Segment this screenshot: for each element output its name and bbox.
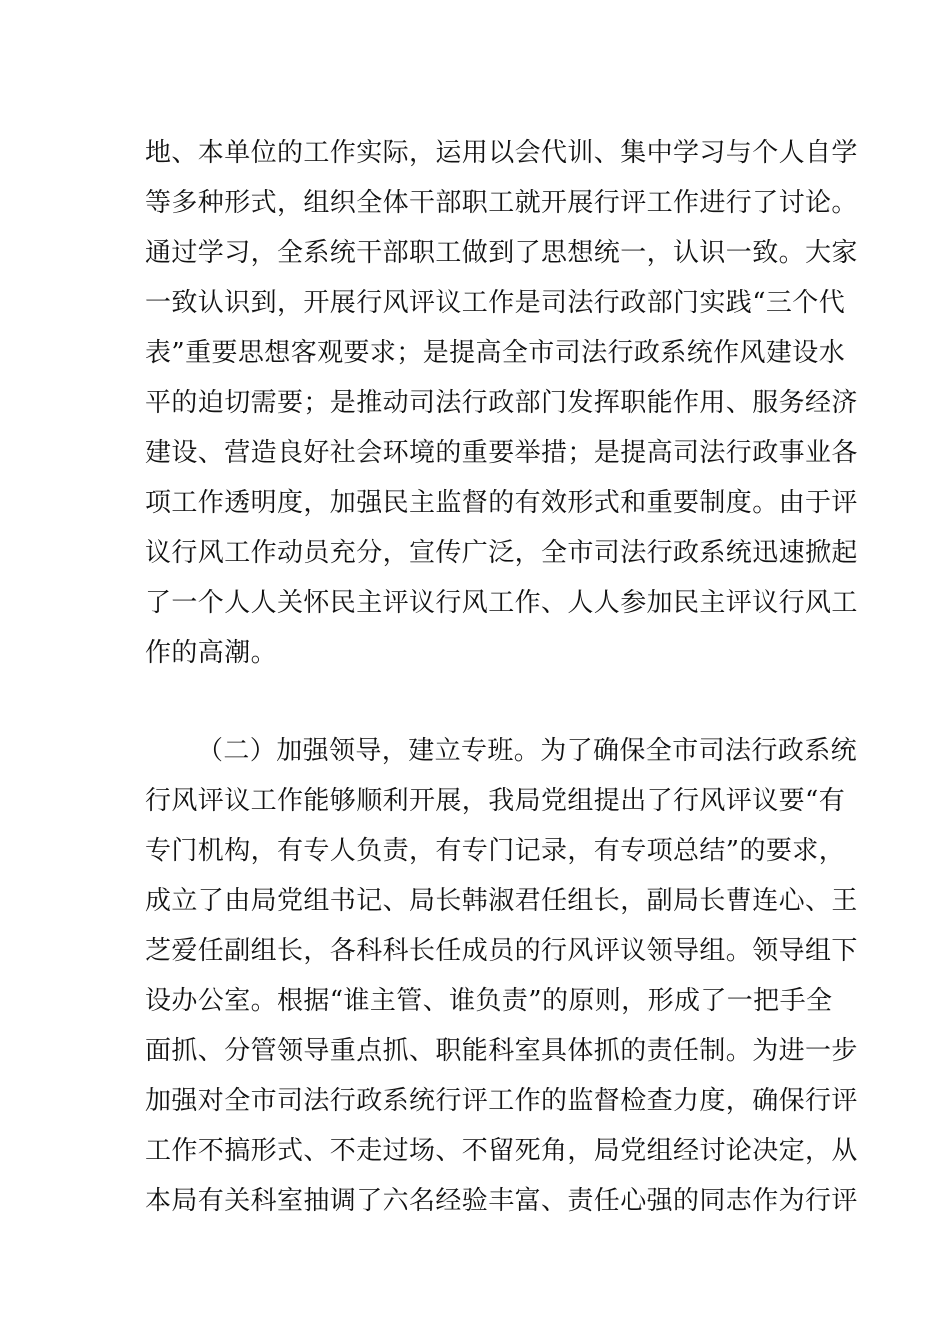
text-line: 加强对全市司法行政系统行评工作的监督检查力度，确保行评 [145, 1086, 858, 1116]
text-line: 成立了由局党组书记、局长韩淑君任组长，副局长曹连心、王 [145, 886, 858, 916]
text-line: 一致认识到，开展行风评议工作是司法行政部门实践“三个代 [145, 288, 846, 318]
text-line: 建设、营造良好社会环境的重要举措；是提高司法行政事业各 [145, 438, 858, 468]
text-line: 项工作透明度，加强民主监督的有效形式和重要制度。由于评 [145, 488, 858, 518]
text-line: 面抓、分管领导重点抓、职能科室具体抓的责任制。为进一步 [145, 1036, 858, 1066]
text-line: 专门机构，有专人负责，有专门记录，有专项总结”的要求， [145, 836, 846, 866]
text-line: 了一个人人关怀民主评议行风工作、人人参加民主评议行风工 [145, 588, 858, 618]
text-line: 通过学习，全系统干部职工做到了思想统一，认识一致。大家 [145, 238, 858, 268]
text-line: 作的高潮。 [145, 638, 278, 668]
text-line: 行风评议工作能够顺利开展，我局党组提出了行风评议要“有 [145, 786, 846, 816]
section-heading-line: （二）加强领导，建立专班。为了确保全市司法行政系统 [197, 736, 858, 766]
text-line: 议行风工作动员充分，宣传广泛，全市司法行政系统迅速掀起 [145, 538, 858, 568]
text-line: 本局有关科室抽调了六名经验丰富、责任心强的同志作为行评 [145, 1186, 858, 1216]
text-line: 平的迫切需要；是推动司法行政部门发挥职能作用、服务经济 [145, 388, 858, 418]
text-line: 芝爱任副组长，各科科长任成员的行风评议领导组。领导组下 [145, 936, 858, 966]
text-line: 地、本单位的工作实际，运用以会代训、集中学习与个人自学 [145, 138, 858, 168]
text-line: 工作不搞形式、不走过场、不留死角，局党组经讨论决定，从 [145, 1136, 858, 1166]
text-line: 等多种形式，组织全体干部职工就开展行评工作进行了讨论。 [145, 188, 858, 218]
text-line: 设办公室。根据“谁主管、谁负责”的原则，形成了一把手全 [145, 986, 833, 1016]
text-line: 表”重要思想客观要求；是提高全市司法行政系统作风建设水 [145, 338, 846, 368]
